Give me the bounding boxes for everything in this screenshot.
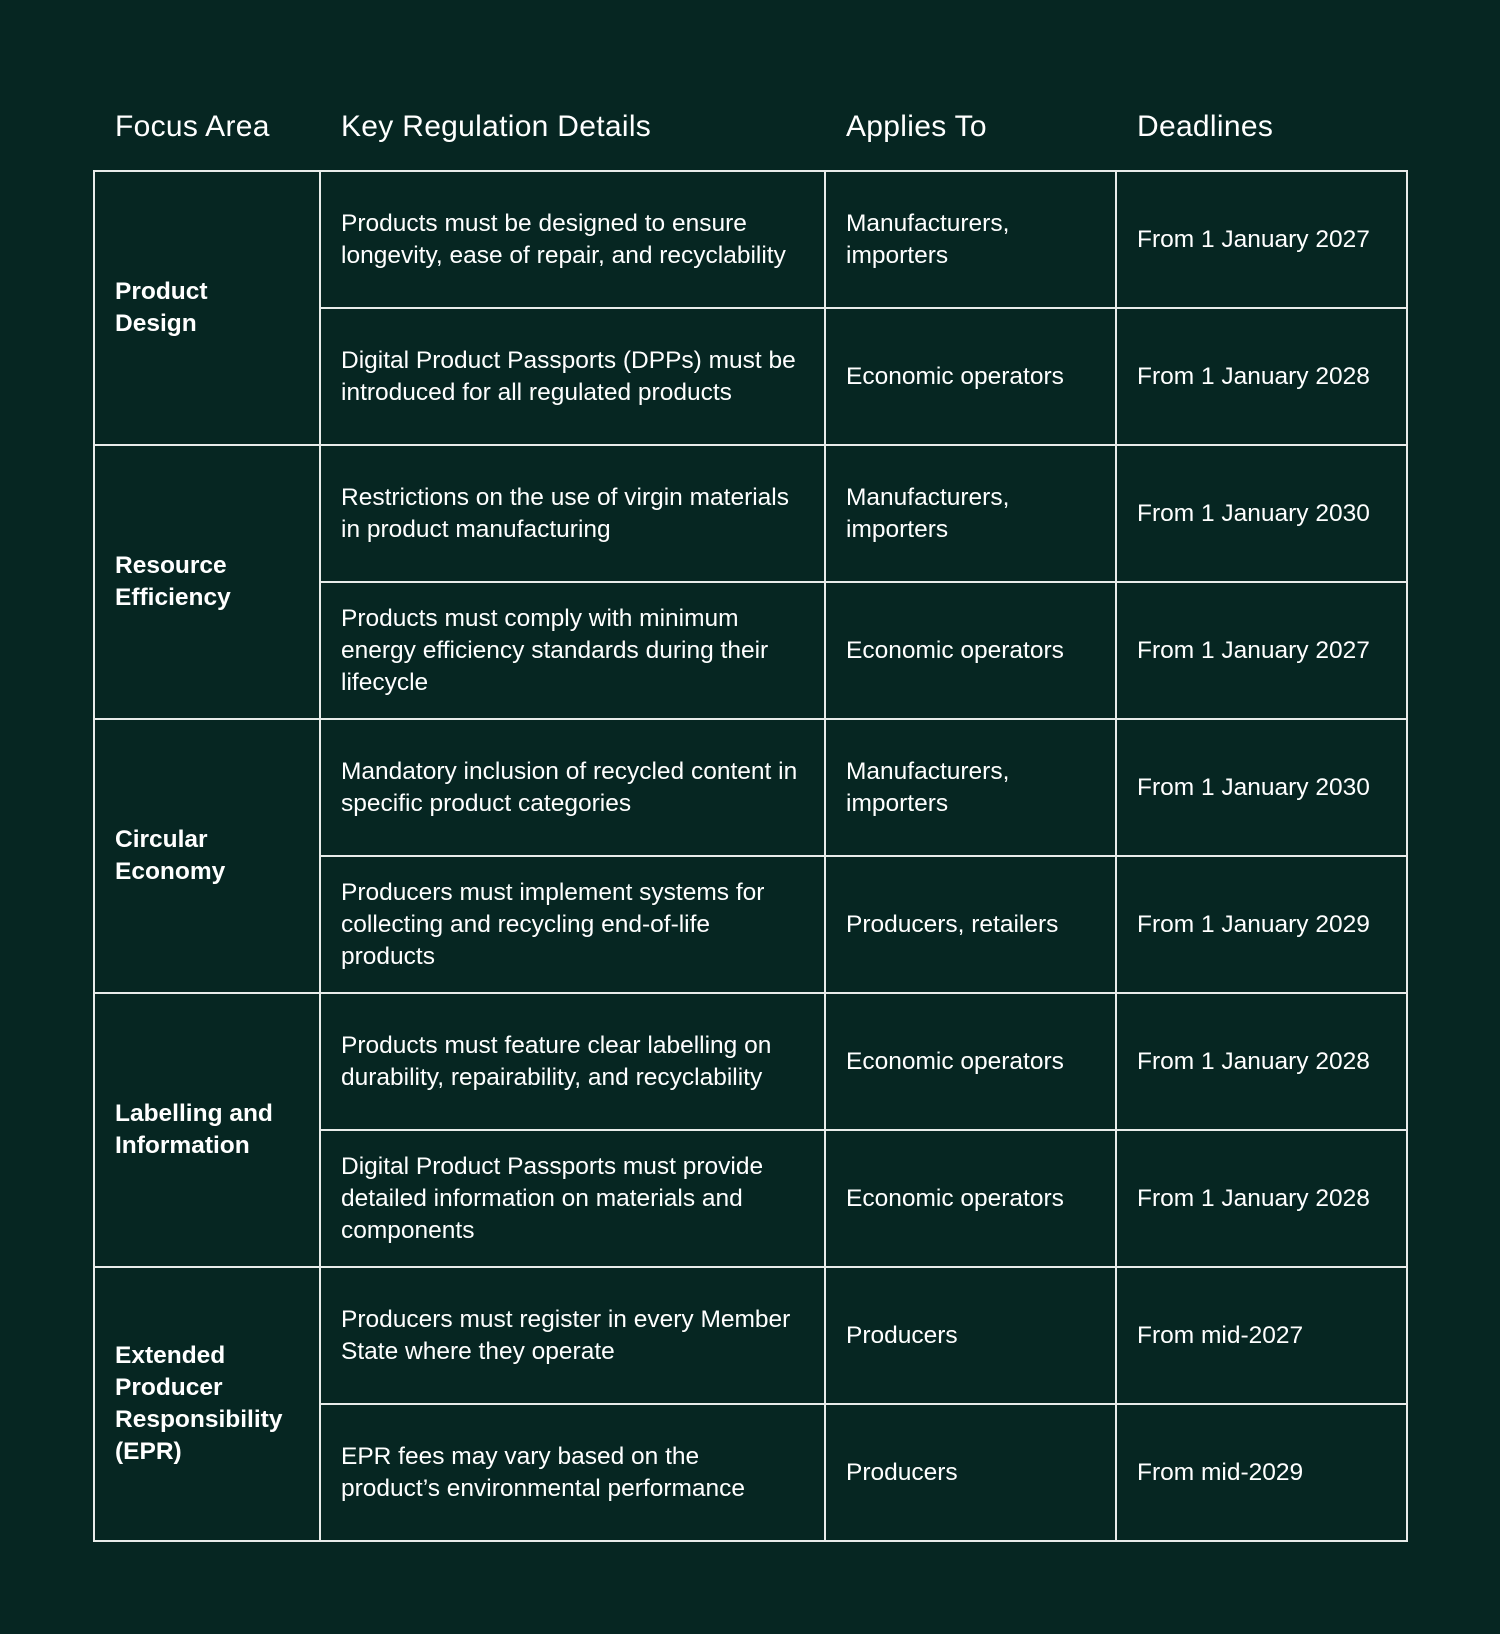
deadline-cell: From 1 January 2030 [1116,719,1407,856]
focus-area-label: Labelling and Information [115,1100,273,1159]
table-row [94,993,1407,1130]
table-row [94,171,1407,308]
deadline-cell: From 1 January 2028 [1116,993,1407,1130]
regulation-detail-cell: Products must comply with minimum energy efficiency standards during their lifecycle [320,582,825,719]
regulation-detail-cell: Mandatory inclusion of recycled content in specific product categories [320,719,825,856]
applies-to-cell: Economic operators [825,993,1116,1130]
focus-area-cell [94,993,320,1267]
focus-area-cell [94,445,320,719]
deadline-cell: From 1 January 2028 [1116,308,1407,445]
header-deadlines: Deadlines [1137,110,1274,143]
focus-area-label: Resource Efficiency [115,552,231,611]
deadline-cell: From 1 January 2027 [1116,171,1407,308]
focus-area-label: Product Design [115,278,208,337]
applies-to-cell: Economic operators [825,1130,1116,1267]
regulation-detail-cell: Producers must implement systems for collecting and recycling end-of-life products [320,856,825,993]
focus-area-label: Circular Economy [115,826,226,885]
applies-to-cell: Producers, retailers [825,856,1116,993]
focus-area-cell [94,171,320,445]
table-header-row [93,100,1406,160]
table-row [94,1267,1407,1404]
deadline-cell: From 1 January 2030 [1116,445,1407,582]
regulation-detail-cell: Digital Product Passports (DPPs) must be introduced for all regulated products [320,308,825,445]
deadline-cell: From 1 January 2027 [1116,582,1407,719]
regulation-detail-cell: EPR fees may vary based on the product’s environmental performance [320,1404,825,1541]
table-row [94,445,1407,582]
regulation-detail-cell: Digital Product Passports must provide detailed information on materials and components [320,1130,825,1267]
focus-area-cell [94,1267,320,1541]
applies-to-cell: Producers [825,1404,1116,1541]
table-row [94,719,1407,856]
deadline-cell: From mid-2029 [1116,1404,1407,1541]
applies-to-cell: Manufacturers, importers [825,719,1116,856]
header-applies-to: Applies To [846,110,987,143]
header-key-regulation-details: Key Regulation Details [341,110,652,143]
header-focus-area: Focus Area [115,110,270,143]
applies-to-cell: Manufacturers, importers [825,171,1116,308]
regulation-detail-cell: Products must feature clear labelling on durability, repairability, and recyclability [320,993,825,1130]
regulation-detail-cell: Restrictions on the use of virgin materials in product manufacturing [320,445,825,582]
deadline-cell: From 1 January 2028 [1116,1130,1407,1267]
regulation-detail-cell: Products must be designed to ensure longevity, ease of repair, and recyclability [320,171,825,308]
deadline-cell: From 1 January 2029 [1116,856,1407,993]
deadline-cell: From mid-2027 [1116,1267,1407,1404]
applies-to-cell: Manufacturers, importers [825,445,1116,582]
focus-area-label: Extended Producer Responsibility (EPR) [115,1342,283,1465]
regulation-detail-cell: Producers must register in every Member State where they operate [320,1267,825,1404]
applies-to-cell: Economic operators [825,308,1116,445]
regulation-table [93,170,1408,1542]
focus-area-cell [94,719,320,993]
applies-to-cell: Economic operators [825,582,1116,719]
applies-to-cell: Producers [825,1267,1116,1404]
